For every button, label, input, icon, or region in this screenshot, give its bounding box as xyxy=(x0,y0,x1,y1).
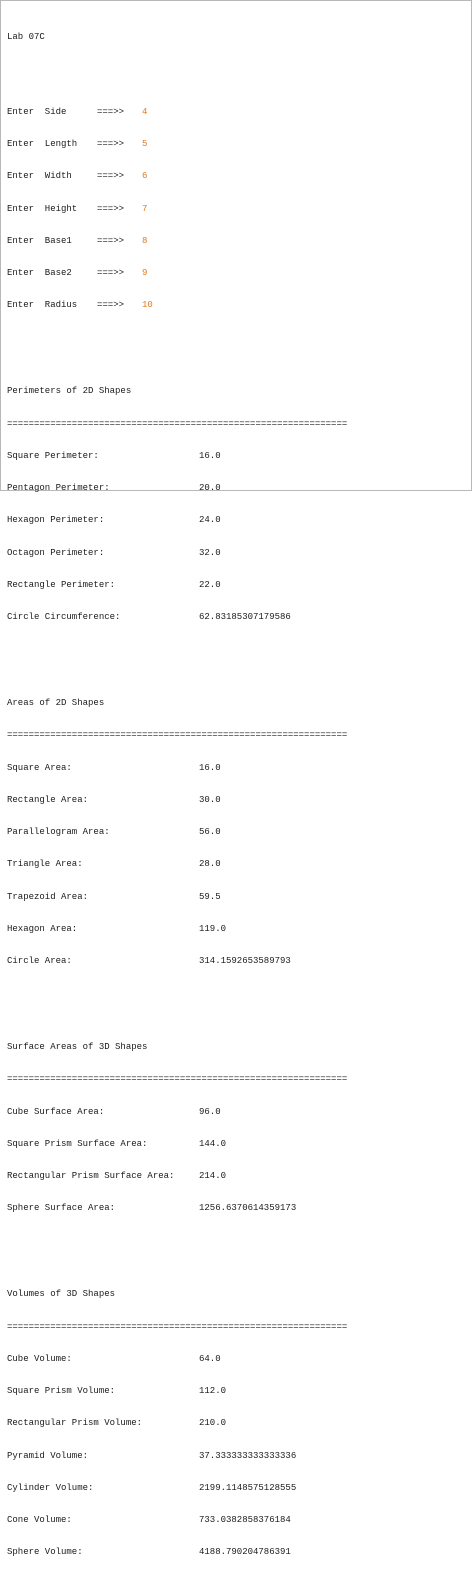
result-label: Rectangular Prism Volume: xyxy=(7,1418,143,1429)
result-label: Triangle Area: xyxy=(7,859,83,870)
result-value: 2199.1148575128555 xyxy=(199,1482,297,1493)
result-label: Square Prism Volume: xyxy=(7,1386,116,1396)
result-label: Circle Area: xyxy=(7,956,72,966)
result-row xyxy=(7,924,347,935)
prompt-label: Enter Side xyxy=(7,106,67,117)
result-label: Parallelogram Area: xyxy=(7,827,110,837)
prompt-line xyxy=(7,268,347,279)
result-row xyxy=(7,1171,347,1182)
input-value: 6 xyxy=(142,171,148,182)
result-value: 144.0 xyxy=(199,1138,227,1149)
prompt-arrow: ===>> xyxy=(97,300,125,311)
blank-line xyxy=(7,333,347,344)
result-row xyxy=(7,1418,347,1429)
result-value: 30.0 xyxy=(199,794,221,805)
result-label: Cone Volume: xyxy=(7,1515,72,1525)
result-row xyxy=(7,956,347,967)
result-row xyxy=(7,451,347,462)
result-label: Octagon Perimeter: xyxy=(7,547,105,558)
result-value: 37.333333333333336 xyxy=(199,1450,297,1461)
console-text xyxy=(7,10,347,1580)
prompt-arrow: ===>> xyxy=(97,235,125,246)
prompt-line xyxy=(7,300,347,311)
result-row xyxy=(7,1483,347,1494)
prompt-line xyxy=(7,171,347,182)
result-value: 64.0 xyxy=(199,1353,221,1364)
result-label: Hexagon Area: xyxy=(7,923,78,934)
blank-line xyxy=(7,64,347,75)
result-value: 22.0 xyxy=(199,579,221,590)
result-label: Hexagon Perimeter: xyxy=(7,515,105,526)
prompt-arrow: ===>> xyxy=(97,203,125,214)
result-row xyxy=(7,1139,347,1150)
result-label: Square Area: xyxy=(7,762,72,773)
separator-line: =============================================================== xyxy=(7,418,348,429)
prompt-label: Enter Length xyxy=(7,139,78,149)
section-heading: Perimeters of 2D Shapes xyxy=(7,386,132,397)
result-row xyxy=(7,892,347,903)
result-row xyxy=(7,515,347,526)
result-row xyxy=(7,1451,347,1462)
result-value: 16.0 xyxy=(199,450,221,461)
result-row xyxy=(7,612,347,623)
prompt-line xyxy=(7,204,347,215)
blank-line xyxy=(7,644,347,655)
prompt-label: Enter Base1 xyxy=(7,235,72,246)
result-label: Pyramid Volume: xyxy=(7,1450,89,1461)
prompt-label: Enter Width xyxy=(7,171,72,182)
result-label: Circle Circumference: xyxy=(7,612,121,622)
result-value: 56.0 xyxy=(199,827,221,837)
result-value: 112.0 xyxy=(199,1386,227,1396)
input-value: 5 xyxy=(142,139,148,149)
result-row xyxy=(7,827,347,838)
result-label: Rectangular Prism Surface Area: xyxy=(7,1171,175,1181)
result-value: 314.1592653589793 xyxy=(199,956,291,966)
result-value: 62.83185307179586 xyxy=(199,612,291,622)
result-label: Sphere Surface Area: xyxy=(7,1203,116,1214)
result-value: 210.0 xyxy=(199,1418,227,1429)
result-label: Cylinder Volume: xyxy=(7,1482,94,1493)
blank-line xyxy=(7,988,347,999)
result-value: 16.0 xyxy=(199,762,221,773)
separator-line: =============================================================== xyxy=(7,1074,348,1085)
result-value: 28.0 xyxy=(199,859,221,870)
input-value: 8 xyxy=(142,235,148,246)
result-row xyxy=(7,580,347,591)
result-value: 214.0 xyxy=(199,1171,227,1181)
section-heading: Surface Areas of 3D Shapes xyxy=(7,1042,148,1052)
result-value: 119.0 xyxy=(199,923,227,934)
blank-line xyxy=(7,1236,347,1247)
result-label: Cube Surface Area: xyxy=(7,1106,105,1117)
result-row xyxy=(7,1203,347,1214)
result-row xyxy=(7,1515,347,1526)
section-heading: Volumes of 3D Shapes xyxy=(7,1289,116,1300)
result-row xyxy=(7,1547,347,1558)
prompt-arrow: ===>> xyxy=(97,268,125,278)
result-row xyxy=(7,548,347,559)
result-row xyxy=(7,795,347,806)
result-label: Trapezoid Area: xyxy=(7,891,89,902)
section-heading: Areas of 2D Shapes xyxy=(7,698,105,708)
result-value: 20.0 xyxy=(199,483,221,493)
prompt-line xyxy=(7,107,347,118)
result-label: Rectangle Area: xyxy=(7,794,89,805)
separator-line: =============================================================== xyxy=(7,730,348,741)
result-label: Sphere Volume: xyxy=(7,1547,83,1558)
result-value: 4188.790204786391 xyxy=(199,1547,291,1558)
result-label: Square Prism Surface Area: xyxy=(7,1138,148,1149)
separator-line: =============================================================== xyxy=(7,1321,348,1332)
result-label: Rectangle Perimeter: xyxy=(7,579,116,590)
result-value: 24.0 xyxy=(199,515,221,526)
result-value: 733.0382858376184 xyxy=(199,1515,291,1525)
result-label: Cube Volume: xyxy=(7,1353,72,1364)
input-value: 9 xyxy=(142,268,148,278)
prompt-line xyxy=(7,236,347,247)
prompt-label: Enter Height xyxy=(7,203,78,214)
prompt-line xyxy=(7,139,347,150)
input-value: 7 xyxy=(142,203,148,214)
prompt-label: Enter Radius xyxy=(7,300,78,311)
result-row xyxy=(7,1386,347,1397)
program-title: Lab 07C xyxy=(7,31,45,42)
result-row xyxy=(7,1354,347,1365)
input-value: 4 xyxy=(142,106,148,117)
result-value: 1256.6370614359173 xyxy=(199,1203,297,1214)
result-row xyxy=(7,859,347,870)
result-row xyxy=(7,763,347,774)
prompt-label: Enter Base2 xyxy=(7,268,72,278)
result-label: Pentagon Perimeter: xyxy=(7,483,110,493)
result-value: 59.5 xyxy=(199,891,221,902)
result-value: 32.0 xyxy=(199,547,221,558)
result-row xyxy=(7,1107,347,1118)
input-value: 10 xyxy=(142,300,153,311)
result-label: Square Perimeter: xyxy=(7,450,99,461)
result-row xyxy=(7,483,347,494)
result-value: 96.0 xyxy=(199,1106,221,1117)
prompt-arrow: ===>> xyxy=(97,171,125,182)
prompt-arrow: ===>> xyxy=(97,139,125,149)
prompt-arrow: ===>> xyxy=(97,106,125,117)
